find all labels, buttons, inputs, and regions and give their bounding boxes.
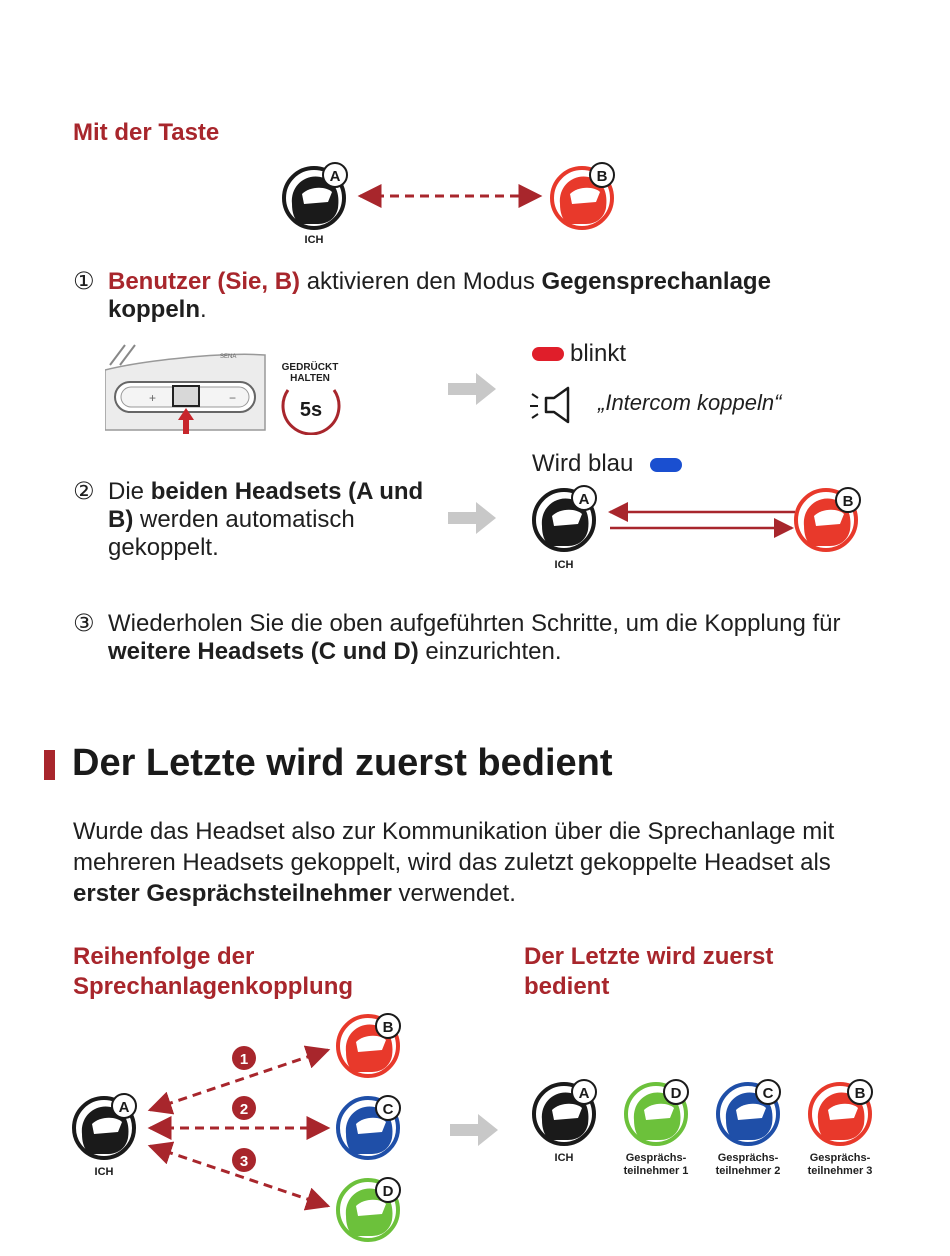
gray-arrow-icon bbox=[448, 502, 498, 534]
svg-text:A: A bbox=[578, 1085, 590, 1102]
participant-1-label: Gesprächs-teilnehmer 1 bbox=[623, 1152, 689, 1177]
lifo-paragraph: Wurde das Headset also zur Kommunikation über die Sprechanlage mit mehreren Headsets gekoppelt, wird das zuletzt gekoppelte Headset als erster Gesprächsteilnehmer verwendet. bbox=[73, 818, 835, 907]
badge-b bbox=[848, 1080, 872, 1104]
speaker-icon bbox=[528, 384, 588, 424]
svg-text:D: D bbox=[670, 1085, 682, 1102]
badge-d bbox=[664, 1080, 688, 1104]
pairing-diagram-top bbox=[270, 150, 630, 250]
svg-text:B: B bbox=[596, 168, 608, 185]
svg-text:1: 1 bbox=[239, 1051, 249, 1068]
svg-text:C: C bbox=[762, 1085, 774, 1102]
step-2-number: ② bbox=[73, 478, 95, 505]
svg-text:C: C bbox=[382, 1101, 394, 1118]
me-label: ICH bbox=[304, 234, 324, 246]
svg-text:A: A bbox=[578, 491, 590, 508]
paired-diagram bbox=[520, 480, 880, 576]
badge-c bbox=[756, 1080, 780, 1104]
led-icon bbox=[532, 347, 564, 361]
svg-text:B: B bbox=[854, 1085, 866, 1102]
hold-label: GEDRÜCKT HALTEN bbox=[281, 362, 339, 384]
badge-a bbox=[112, 1094, 136, 1118]
me-label: ICH bbox=[554, 559, 574, 571]
step-3-number: ③ bbox=[73, 610, 95, 637]
step-2-text: Die beiden Headsets (A und B) werden automatisch gekoppelt. bbox=[108, 478, 424, 561]
svg-text:−: − bbox=[229, 391, 237, 405]
svg-text:SENA: SENA bbox=[220, 354, 237, 360]
badge-b bbox=[590, 163, 614, 187]
badge-a bbox=[323, 163, 347, 187]
turns-blue-text: Wird blau bbox=[532, 450, 634, 477]
badge-c bbox=[376, 1096, 400, 1120]
svg-text:A: A bbox=[329, 168, 341, 185]
participant-2-label: Gesprächs-teilnehmer 2 bbox=[715, 1152, 781, 1177]
order-number-3 bbox=[232, 1148, 256, 1172]
led-icon bbox=[650, 458, 682, 472]
badge-b bbox=[836, 488, 860, 512]
voice-prompt-text: „Intercom koppeln“ bbox=[598, 390, 782, 415]
order-number-1 bbox=[232, 1046, 256, 1070]
badge-b bbox=[376, 1014, 400, 1038]
svg-text:B: B bbox=[382, 1019, 394, 1036]
me-label: ICH bbox=[94, 1166, 114, 1178]
lifo-heading: Der Letzte wird zuerst bedient bbox=[524, 943, 774, 1000]
section-bar bbox=[44, 750, 55, 780]
badge-a bbox=[572, 486, 596, 510]
order-number-2 bbox=[232, 1096, 256, 1120]
svg-text:2: 2 bbox=[239, 1101, 249, 1118]
gray-arrow-icon bbox=[448, 373, 498, 405]
svg-text:B: B bbox=[842, 493, 854, 510]
participant-3-label: Gesprächs-teilnehmer 3 bbox=[807, 1152, 873, 1177]
pairing-order-diagram bbox=[60, 1008, 420, 1248]
badge-d bbox=[376, 1178, 400, 1202]
svg-text:D: D bbox=[382, 1183, 394, 1200]
led-blinks-text: blinkt bbox=[570, 340, 627, 367]
me-label: ICH bbox=[554, 1152, 574, 1164]
badge-a bbox=[572, 1080, 596, 1104]
svg-text:3: 3 bbox=[239, 1153, 249, 1170]
pairing-heading: Mit der Taste bbox=[73, 119, 220, 146]
section-title: Der Letzte wird zuerst bedient bbox=[72, 742, 613, 784]
order-heading: Reihenfolge der Sprechanlagenkopplung bbox=[73, 943, 354, 1000]
gray-arrow-icon bbox=[450, 1114, 500, 1146]
step-1-number: ① bbox=[73, 268, 95, 295]
svg-text:+: + bbox=[149, 391, 157, 405]
svg-text:A: A bbox=[118, 1099, 130, 1116]
step-3-text: Wiederholen Sie die oben aufgeführten Schritte, um die Kopplung für weitere Headsets (C und D) einzurichten. bbox=[108, 610, 841, 665]
svg-text:5s: 5s bbox=[299, 399, 323, 421]
hold-time-ring bbox=[276, 375, 346, 435]
step-1-text: Benutzer (Sie, B) aktivieren den Modus Gegensprechanlage koppeln. bbox=[108, 268, 771, 323]
